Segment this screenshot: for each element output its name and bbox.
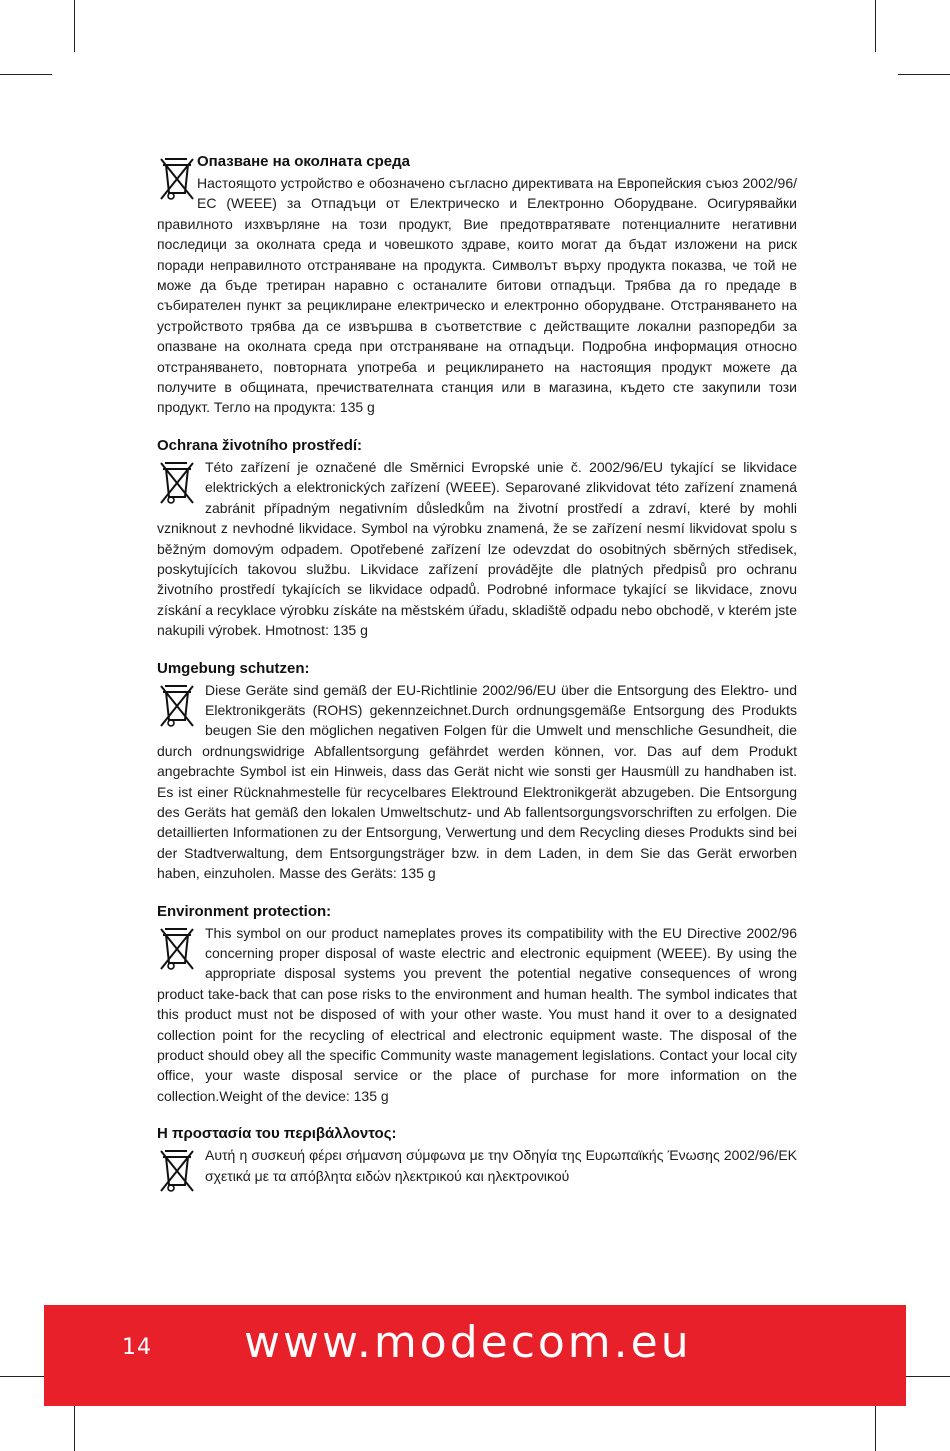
website-url: www.modecom.eu [244, 1317, 692, 1368]
crop-mark [898, 74, 950, 75]
crossed-out-wheelie-bin-icon [157, 682, 205, 740]
section-text: Diese Geräte sind gemäß der EU-Richtlinie 2002/96/EU über die Entsorgung des Elektro- und Elektronikgeräts (ROHS) gekennzeichnet.Durch ordnungsgemäße Entsorgung des Produkts beugen Sie den möglichen negativen Folgen für die Umwelt und menschliche Gesundheit, die durch ordnungswidrige Abfallentsorgung gefährdet werden können, vor. Das auf dem Produkt angebrachte Symbol ist ein Hinweis, dass das Gerät nicht wie sonsti ger Hausmüll zu handhaben ist. Es ist einer Rücknahmestelle für recycelbares Elektround Elektronikgerät abzugeben. Die Entsorgung des Geräts hat gemäß den lokalen Umweltschutz- und Ab fallentsorgungsvorschriften zu erfolgen. Die detaillierten Informationen zu der Entsorgung, Verwertung und dem Recycling dieses Produkts sind bei der Stadtverwaltung, dem Entsorgungsträger bzw. in dem Laden, in dem Sie das Gerät erworben haben, einzuholen. Masse des Geräts: 135 g [157, 681, 797, 882]
footer-banner [44, 1305, 906, 1406]
section-text: Αυτή η συσκευή φέρει σήμανση σύμφωνα με την Οδηγία της Ευρωπαϊκής Ένωσης 2002/96/ΕΚ σχετικά με τα απόβλητα ειδών ηλεκτρικού και ηλεκτρονικού [205, 1147, 797, 1184]
section-german [157, 659, 797, 884]
section-heading: Environment protection: [157, 902, 332, 920]
crossed-out-wheelie-bin-icon [157, 1147, 205, 1205]
section-text: Настоящото устройство е обозначено съгласно директивата на Европейския съюз 2002/96/ЕС (WEEE) за Отпадъци от Електрическо и Електронно Оборудване. Осигурявайки правилното изхвърляне на този продукт, Вие предотвратявате потенциалните негативни последици за околната среда и човешкото здраве, които могат да бъдат изложени на риск поради неправилното отстраняване на продукта. Символът върху продукта показва, че той не може да бъде третиран наравно с останалите битови отпадъци. Трябва да го предаде в събирателен пункт за рециклиране електрическо и електронно оборудване. Отстраняването на устройството трябва да се извършва в съответствие с действащите локални разпоредби за опазване на околната среда при отстраняване на отпадъци. Подробна информация относно отстраняването, повторната употреба и рециклирането на настоящия продукт можете да получите в общината, пречиствателната станция или в магазина, където сте закупили този продукт. Тегло на продукта: 135 g [157, 175, 797, 416]
crop-mark [0, 74, 52, 75]
page-number: 14 [122, 1335, 152, 1360]
document-body [157, 152, 797, 1205]
section-czech [157, 436, 797, 641]
section-english [157, 902, 797, 1107]
crossed-out-wheelie-bin-icon [157, 925, 205, 983]
section-heading: Umgebung schutzen: [157, 659, 310, 677]
section-greek [157, 1124, 797, 1186]
section-text: This symbol on our product nameplates proves its compatibility with the EU Directive 2002/96 concerning proper disposal of waste electric and electronic equipment (WEEE). By using the appropriate disposal systems you prevent the potential negative consequences of wrong product take-back that can pose risks to the environment and human health. The symbol indicates that this product must not be disposed of with your other waste. You must hand it over to a designated collection point for the recycling of electrical and electronic equipment waste. The disposal of the product should obey all the specific Community waste management legislations. Contact your local city office, your waste disposal service or the place of purchase for more information on the collection.Weight of the device: 135 g [157, 924, 797, 1104]
section-bulgarian [157, 152, 797, 418]
section-text: Této zařízení je označené dle Směrnici Evropské unie č. 2002/96/EU tykající se likvidace elektrických a elektronických zařízení (WEEE). Separované zlikvidovat této zařízení znamená zabránit případným negativním důsledkům na životní prostředí a zdraví, které by mohli vzniknout z nevhodné likvidace. Symbol na výrobku znamená, že se zařízení nesmí likvidovat spolu s běžným domovým odpadem. Opotřebené zařízení lze odevzdat do osobitných sběrných středisek, poskytujících takovou službu. Likvidace zařízení provádějte dle platných předpisů pro ochranu životního prostředí tykajících se likvidace odpadů. Podrobné informace tykající se likvidace, znovu získání a recyklace výrobku získáte na městském úřadu, skladiště odpadu nebo obchodě, v kterém jste nakupili výrobek. Hmotnost: 135 g [157, 458, 797, 639]
section-heading: Опазване на околната среда [197, 153, 410, 170]
section-heading: Ochrana životního prostředí: [157, 436, 363, 454]
crop-mark [74, 0, 75, 52]
crop-mark [875, 0, 876, 52]
section-heading: Η προστασία του περιβάλλοντος: [157, 1125, 397, 1143]
crossed-out-wheelie-bin-icon [157, 175, 197, 213]
crossed-out-wheelie-bin-icon [157, 459, 205, 517]
